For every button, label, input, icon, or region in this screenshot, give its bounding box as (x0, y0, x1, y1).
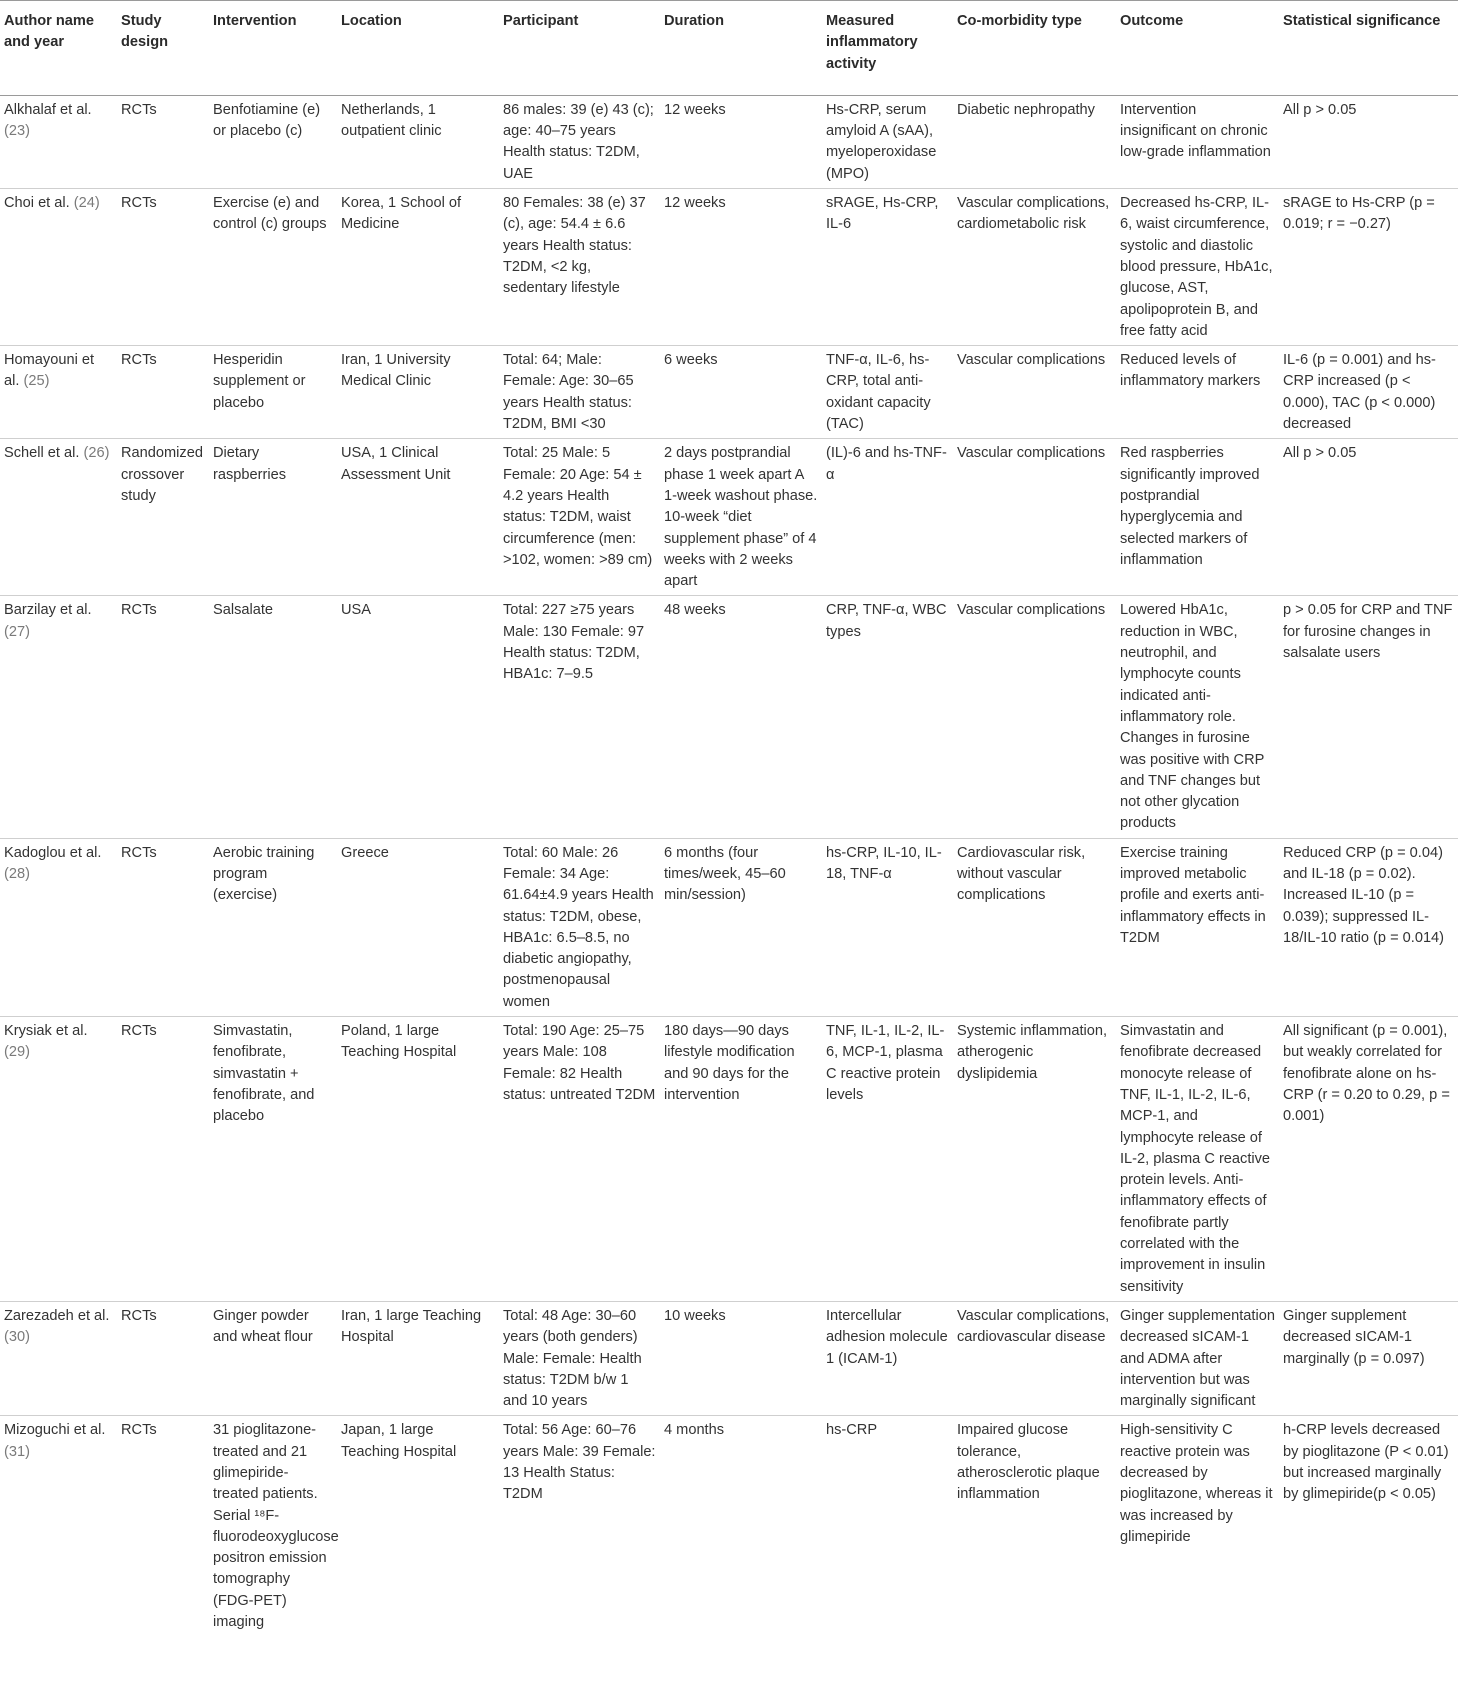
cell-participant: Total: 48 Age: 30–60 years (both genders) Male: Female: Health status: T2DM b/w 1 and 10 years (499, 1301, 660, 1415)
cell-outcome: Reduced levels of inflammatory markers (1116, 346, 1279, 439)
cell-author (0, 189, 117, 346)
cell-design: Randomized crossover study (117, 439, 209, 596)
cell-outcome: Intervention insignificant on chronic low-grade inflammation (1116, 95, 1279, 188)
cell-design: RCTs (117, 1017, 209, 1302)
cell-comorbidity: Impaired glucose tolerance, atherosclerotic plaque inflammation (957, 1422, 1100, 1503)
reference-link[interactable]: (26) (83, 445, 110, 462)
cell-comorbidity: Vascular complications, cardiometabolic risk (953, 189, 1116, 346)
author-name: Alkhalaf et al. (4, 101, 92, 118)
reference-link[interactable]: (27) (4, 623, 30, 640)
reference-link[interactable]: (29) (4, 1044, 30, 1061)
reference-link[interactable]: (25) (23, 373, 50, 390)
cell-outcome: Ginger supplementation decreased sICAM-1 and ADMA after intervention but was marginally significant (1116, 1301, 1279, 1415)
author-name: Homayouni et al. (4, 352, 95, 390)
reference-link[interactable]: (30) (4, 1329, 30, 1346)
author-name: Krysiak et al. (4, 1023, 88, 1040)
cell-intervention: Ginger powder and wheat flour (209, 1301, 337, 1415)
cell-comorbidity: Diabetic nephropathy (953, 95, 1116, 188)
cell-measured: hs-CRP, IL-10, IL-18, TNF-α (822, 838, 953, 1016)
cell-location: Iran, 1 University Medical Clinic (337, 346, 499, 439)
header-study-design: Study design (117, 1, 209, 96)
cell-outcome: Simvastatin and fenofibrate decreased monocyte release of TNF, IL-1, IL-2, IL-6, MCP-1, and lymphocyte release of IL-2, plasma C reactive protein levels. Anti-inflammatory effects of fenofibrate partly correlated with the improvement in insulin sensitivity (1116, 1017, 1279, 1302)
cell-location: Iran, 1 large Teaching Hospital (337, 1301, 499, 1415)
cell-design: RCTs (117, 95, 209, 188)
table-row (0, 95, 1458, 188)
table-row (0, 189, 1458, 346)
cell-intervention: Salsalate (209, 596, 337, 838)
cell-significance: p > 0.05 for CRP and TNF for furosine changes in salsalate users (1279, 596, 1458, 838)
cell-outcome: High-sensitivity C reactive protein was decreased by pioglitazone, whereas it was increased by glimepiride (1120, 1422, 1273, 1545)
header-row (0, 1, 1458, 96)
cell-location: Korea, 1 School of Medicine (337, 189, 499, 346)
cell-duration: 12 weeks (660, 189, 822, 346)
cell-author (0, 95, 117, 188)
cell-intervention: Benfotiamine (e) or placebo (c) (209, 95, 337, 188)
cell-duration: 12 weeks (660, 95, 822, 188)
table-row (0, 1017, 1458, 1302)
cell-design: RCTs (117, 596, 209, 838)
cell-participant: 80 Females: 38 (e) 37 (c), age: 54.4 ± 6.6 years Health status: T2DM, <2 kg, sedentary lifestyle (499, 189, 660, 346)
cell-duration: 6 weeks (660, 346, 822, 439)
cell-comorbidity: Systemic inflammation, atherogenic dyslipidemia (953, 1017, 1116, 1302)
cell-participant: Total: 60 Male: 26 Female: 34 Age: 61.64±4.9 years Health status: T2DM, obese, HBA1c: 6.5–8.5, no diabetic angiopathy, postmenopausal women (499, 838, 660, 1016)
cell-location: Japan, 1 large Teaching Hospital (341, 1422, 457, 1460)
cell-author (0, 1416, 117, 1636)
reference-link[interactable]: (28) (4, 865, 30, 882)
cell-significance: All p > 0.05 (1279, 439, 1458, 596)
table-row (0, 838, 1458, 1016)
cell-significance: Reduced CRP (p = 0.04) and IL-18 (p = 0.02). Increased IL-10 (p = 0.039); suppressed IL-18/IL-10 ratio (p = 0.014) (1279, 838, 1458, 1016)
cell-location: Poland, 1 large Teaching Hospital (337, 1017, 499, 1302)
cell-location: USA (337, 596, 499, 838)
cell-comorbidity: Cardiovascular risk, without vascular complications (953, 838, 1116, 1016)
cell-author (0, 346, 117, 439)
table-row (0, 1416, 1458, 1636)
cell-intervention: Hesperidin supplement or placebo (209, 346, 337, 439)
table-row (0, 439, 1458, 596)
table-row (0, 596, 1458, 838)
cell-location: Greece (337, 838, 499, 1016)
header-participant: Participant (499, 1, 660, 96)
cell-comorbidity: Vascular complications (953, 346, 1116, 439)
cell-duration: 6 months (four times/week, 45–60 min/session) (660, 838, 822, 1016)
cell-significance: IL-6 (p = 0.001) and hs-CRP increased (p < 0.000), TAC (p < 0.000) decreased (1279, 346, 1458, 439)
cell-measured: TNF-α, IL-6, hs-CRP, total anti-oxidant capacity (TAC) (822, 346, 953, 439)
header-intervention: Intervention (209, 1, 337, 96)
author-name: Choi et al. (4, 195, 70, 212)
cell-measured: sRAGE, Hs-CRP, IL-6 (822, 189, 953, 346)
cell-duration: 2 days postprandial phase 1 week apart A 1-week washout phase. 10-week “diet supplement phase” of 4 weeks with 2 weeks apart (660, 439, 822, 596)
cell-significance: sRAGE to Hs-CRP (p = 0.019; r = −0.27) (1279, 189, 1458, 346)
cell-duration: 180 days—90 days lifestyle modification and 90 days for the intervention (660, 1017, 822, 1302)
cell-author (0, 838, 117, 1016)
cell-significance: All significant (p = 0.001), but weakly correlated for fenofibrate alone on hs-CRP (r = 0.20 to 0.29, p = 0.001) (1279, 1017, 1458, 1302)
cell-comorbidity: Vascular complications (953, 596, 1116, 838)
cell-intervention: Dietary raspberries (209, 439, 337, 596)
cell-author (0, 1301, 117, 1415)
cell-significance: h-CRP levels decreased by pioglitazone (P < 0.01) but increased marginally by glimepiride(p < 0.05) (1283, 1422, 1449, 1503)
cell-intervention: Simvastatin, fenofibrate, simvastatin + fenofibrate, and placebo (209, 1017, 337, 1302)
header-significance: Statistical significance (1279, 1, 1458, 96)
cell-location: USA, 1 Clinical Assessment Unit (337, 439, 499, 596)
cell-participant: Total: 25 Male: 5 Female: 20 Age: 54 ± 4.2 years Health status: T2DM, waist circumference (men: >102, women: >89 cm) (499, 439, 660, 596)
author-name: Schell et al. (4, 445, 80, 462)
cell-outcome: Lowered HbA1c, reduction in WBC, neutrophil, and lymphocyte counts indicated anti-inflammatory role. Changes in furosine was positive with CRP and TNF changes but not other glycation products (1116, 596, 1279, 838)
cell-location: Netherlands, 1 outpatient clinic (337, 95, 499, 188)
author-name: Mizoguchi et al. (4, 1422, 106, 1439)
cell-design: RCTs (117, 189, 209, 346)
cell-design: RCTs (117, 838, 209, 1016)
author-name: Kadoglou et al. (4, 844, 102, 861)
author-name: Zarezadeh et al. (4, 1307, 110, 1324)
cell-intervention: Aerobic training program (exercise) (209, 838, 337, 1016)
header-comorbidity: Co-morbidity type (953, 1, 1116, 96)
header-author: Author name and year (0, 1, 117, 96)
table-row (0, 346, 1458, 439)
cell-measured: (IL)-6 and hs-TNF-α (822, 439, 953, 596)
cell-comorbidity: Vascular complications (953, 439, 1116, 596)
header-measured-activity: Measured inflammatory activity (822, 1, 953, 96)
cell-measured: CRP, TNF-α, WBC types (822, 596, 953, 838)
cell-participant: Total: 190 Age: 25–75 years Male: 108 Female: 82 Health status: untreated T2DM (499, 1017, 660, 1302)
cell-outcome: Exercise training improved metabolic profile and exerts anti-inflammatory effects in T2DM (1116, 838, 1279, 1016)
reference-link[interactable]: (23) (4, 123, 30, 140)
cell-author (0, 1017, 117, 1302)
cell-significance: Ginger supplement decreased sICAM-1 marginally (p = 0.097) (1279, 1301, 1458, 1415)
cell-measured: TNF, IL-1, IL-2, IL-6, MCP-1, plasma C reactive protein levels (822, 1017, 953, 1302)
cell-measured: hs-CRP (826, 1422, 878, 1439)
cell-duration: 48 weeks (660, 596, 822, 838)
header-outcome: Outcome (1116, 1, 1279, 96)
author-name: Barzilay et al. (4, 602, 92, 619)
cell-design: RCTs (117, 1301, 209, 1415)
header-location: Location (337, 1, 499, 96)
reference-link[interactable]: (31) (4, 1443, 30, 1460)
cell-outcome: Decreased hs-CRP, IL-6, waist circumference, systolic and diastolic blood pressure, HbA1c, glucose, AST, apolipoprotein B, and free fatty acid (1116, 189, 1279, 346)
cell-measured: Hs-CRP, serum amyloid A (sAA), myeloperoxidase (MPO) (822, 95, 953, 188)
cell-significance: All p > 0.05 (1279, 95, 1458, 188)
cell-author (0, 439, 117, 596)
reference-link[interactable]: (24) (73, 195, 100, 212)
cell-intervention: Exercise (e) and control (c) groups (209, 189, 337, 346)
header-duration: Duration (660, 1, 822, 96)
cell-design: RCTs (117, 346, 209, 439)
cell-outcome: Red raspberries significantly improved postprandial hyperglycemia and selected markers of inflammation (1116, 439, 1279, 596)
cell-participant: 86 males: 39 (e) 43 (c); age: 40–75 years Health status: T2DM, UAE (499, 95, 660, 188)
cell-duration: 10 weeks (660, 1301, 822, 1415)
cell-design: RCTs (121, 1422, 157, 1439)
cell-participant: Total: 56 Age: 60–76 years Male: 39 Female: 13 Health Status: T2DM (503, 1422, 656, 1503)
cell-participant: Total: 227 ≥75 years Male: 130 Female: 97 Health status: T2DM, HBA1c: 7–9.5 (499, 596, 660, 838)
table-row (0, 1301, 1458, 1415)
cell-measured: Intercellular adhesion molecule 1 (ICAM-1) (822, 1301, 953, 1415)
cell-duration: 4 months (664, 1422, 725, 1439)
cell-author (0, 596, 117, 838)
cell-comorbidity: Vascular complications, cardiovascular disease (953, 1301, 1116, 1415)
cell-intervention: 31 pioglitazone-treated and 21 glimepiride-treated patients. Serial ¹⁸F-fluorodeoxyglucose positron emission tomography (FDG-PET) imaging (213, 1422, 339, 1631)
cell-participant: Total: 64; Male: Female: Age: 30–65 years Health status: T2DM, BMI <30 (499, 346, 660, 439)
